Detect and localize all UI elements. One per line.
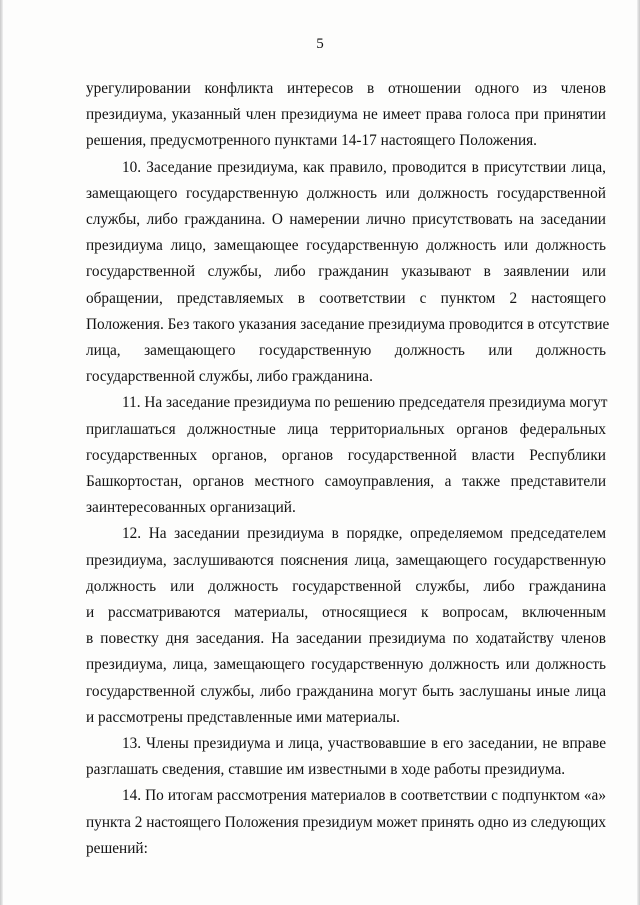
text-line: Положения. Без такого указания заседание президиума проводится в отсутствие <box>86 315 610 333</box>
document-body <box>86 76 610 862</box>
page-number: 5 <box>316 36 324 52</box>
text-line: урегулировании конфликта интересов в отношении одного из членов <box>86 80 606 97</box>
text-line: президиума, заслушиваются пояснения лица, замещающего государственную <box>86 551 606 569</box>
text-line: и рассмотрены представленные ими материалы. <box>86 708 400 726</box>
text-line: президиума лицо, замещающее государственную должность или должность <box>86 237 606 255</box>
page-left-edge <box>0 0 3 905</box>
text-line: государственных органов, органов государственной власти Республики <box>86 446 606 464</box>
paragraph-item-14 <box>86 783 606 862</box>
text-line: 11. На заседание президиума по решению председателя президиума могут <box>122 394 608 412</box>
text-line: 13. Члены президиума и лица, участвовавшие в его заседании, не вправе <box>122 735 606 753</box>
text-line: и рассматриваются материалы, относящиеся к вопросам, включенным <box>86 604 606 622</box>
text-line: обращении, представляемых в соответствии с пунктом 2 настоящего <box>86 289 606 307</box>
text-line: пункта 2 настоящего Положения президиум может принять одно из следующих <box>86 813 607 831</box>
text-line: государственной службы, либо гражданина. <box>86 368 373 386</box>
text-line: службы, либо гражданина. О намерении лично присутствовать на заседании <box>86 211 606 229</box>
text-line: решений: <box>86 839 148 857</box>
paragraph-item-10 <box>86 155 610 391</box>
text-line: разглашать сведения, ставшие им известными в ходе работы президиума. <box>86 761 566 779</box>
text-line: 10. Заседание президиума, как правило, проводится в присутствии лица, <box>122 158 606 176</box>
paragraph-item-12 <box>86 521 606 731</box>
text-line: государственной службы, либо гражданин указывают в заявлении или <box>86 263 606 281</box>
text-line: заинтересованных организаций. <box>86 499 296 517</box>
paragraph-item-13 <box>86 731 606 783</box>
text-line: должность или должность государственной службы, либо гражданина <box>86 577 606 595</box>
text-line: замещающего государственную должность или должность государственной <box>86 184 606 202</box>
text-line: в повестку дня заседания. На заседании президиума по ходатайству членов <box>86 630 606 648</box>
text-line: 14. По итогам рассмотрения материалов в соответствии с подпунктом «а» <box>122 787 606 805</box>
text-line: Башкортостан, органов местного самоуправления, а также представители <box>86 473 606 491</box>
text-line: государственной службы, либо гражданина могут быть заслушаны иные лица <box>86 682 606 700</box>
paragraph-item-11 <box>86 390 606 521</box>
text-line: президиума, лица, замещающего государственную должность или должность <box>86 656 606 674</box>
text-line: президиума, указанный член президиума не имеет права голоса при принятии <box>86 106 606 124</box>
text-line: лица, замещающего государственную должность или должность <box>86 342 606 360</box>
paragraph-continuation <box>86 76 606 155</box>
text-line: приглашаться должностные лица территориальных органов федеральных <box>86 420 606 438</box>
text-line: 12. На заседании президиума в порядке, определяемом председателем <box>122 525 606 543</box>
text-line: решения, предусмотренного пунктами 14-17 настоящего Положения. <box>86 132 538 150</box>
